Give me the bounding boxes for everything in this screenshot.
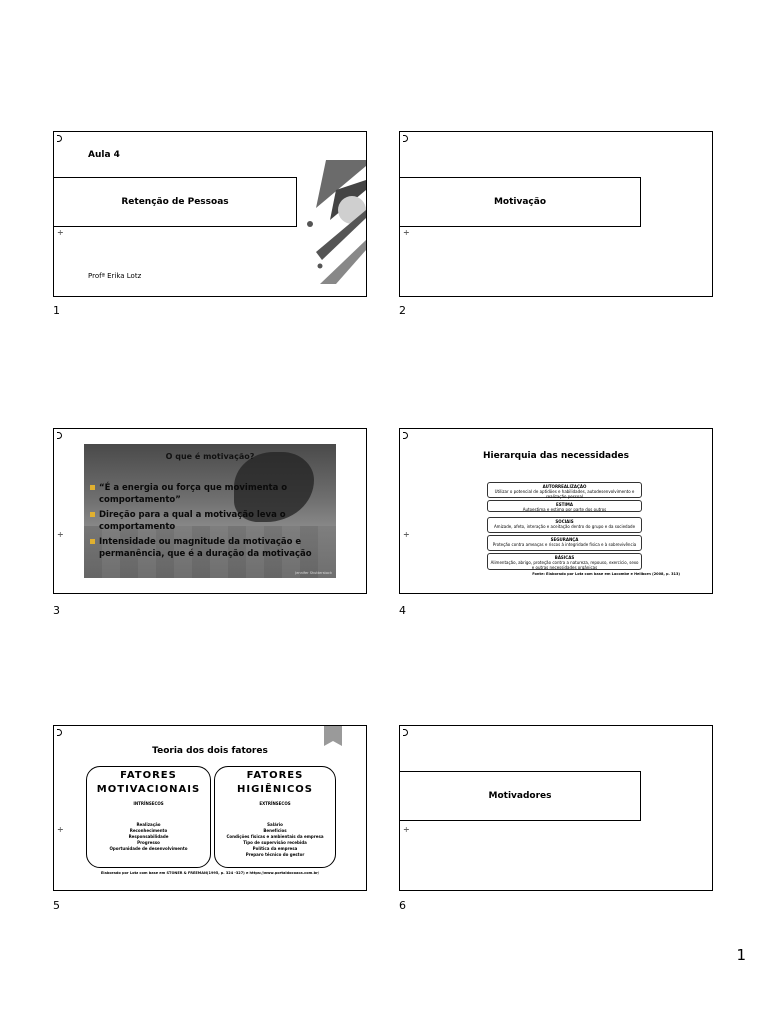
list-item: Preparo técnico do gestor bbox=[245, 852, 305, 857]
need-level-autorrealizacao: AUTORREALIZAÇÃO Utilizar o potencial de aptidões e habilidades, autodesenvolvimento e realização pessoal bbox=[487, 482, 642, 498]
note-marker: ÷ bbox=[57, 228, 64, 237]
factor-heading: FATORES bbox=[120, 770, 177, 781]
slide-number-6: 6 bbox=[399, 899, 406, 912]
list-item: Reconhecimento bbox=[129, 828, 168, 833]
need-level-sociais: SOCIAIS Amizade, afeto, interação e aceitação dentro do grupo e da sociedade bbox=[487, 517, 642, 533]
factor-heading: HIGIÊNICOS bbox=[237, 784, 313, 795]
slide-title: Motivação bbox=[399, 177, 641, 227]
slide-5 bbox=[53, 725, 367, 891]
slide-4 bbox=[399, 428, 713, 594]
need-level-estima: ESTIMA Autoestima e estima por parte dos outros bbox=[487, 500, 642, 512]
list-item: Realização bbox=[136, 822, 161, 827]
slide-title: Retenção de Pessoas bbox=[53, 177, 297, 227]
factor-subtitle: INTRÍNSECOS bbox=[133, 801, 164, 806]
bullet-item: Direção para a qual a motivação leva o comportamento bbox=[90, 509, 330, 533]
list-item: Tipo de supervisão recebida bbox=[243, 840, 307, 845]
slide-title: O que é motivação? bbox=[165, 452, 255, 461]
note-marker: ÷ bbox=[403, 530, 410, 539]
note-marker: ÷ bbox=[57, 530, 64, 539]
background-photo bbox=[84, 444, 336, 578]
note-marker: ÷ bbox=[403, 228, 410, 237]
image-credit: Jennifer Shutterstock bbox=[295, 571, 332, 575]
bullet-item: “É a energia ou força que movimenta o comportamento” bbox=[90, 482, 330, 506]
bookmark-icon bbox=[324, 726, 342, 746]
corner-mark bbox=[57, 729, 62, 736]
slide-number-3: 3 bbox=[53, 604, 60, 617]
bullet-item: Intensidade ou magnitude da motivação e permanência, que é a duração da motivação bbox=[90, 536, 330, 560]
note-marker: ÷ bbox=[57, 825, 64, 834]
corner-mark bbox=[403, 432, 408, 439]
slide-1 bbox=[53, 131, 367, 297]
factor-list bbox=[215, 822, 335, 858]
slide-number-1: 1 bbox=[53, 304, 60, 317]
factor-subtitle: EXTRÍNSECOS bbox=[259, 801, 291, 806]
bullet-list bbox=[90, 482, 330, 563]
need-level-basicas: BÁSICAS Alimentação, abrigo, proteção contra a natureza, repouso, exercício, sexo e outras necessidades orgânicas bbox=[487, 553, 642, 570]
corner-mark bbox=[57, 135, 62, 142]
factor-heading: FATORES bbox=[246, 770, 304, 781]
slide-2 bbox=[399, 131, 713, 297]
corner-mark bbox=[403, 135, 408, 142]
slide-number-2: 2 bbox=[399, 304, 406, 317]
list-item: Progresso bbox=[137, 840, 160, 845]
slide-subtitle: Aula 4 bbox=[88, 150, 120, 160]
factor-list bbox=[87, 822, 210, 852]
factor-heading: MOTIVACIONAIS bbox=[96, 784, 201, 795]
author: Profª Erika Lotz bbox=[88, 272, 142, 280]
note-marker: ÷ bbox=[403, 825, 410, 834]
motivational-factors-box bbox=[86, 766, 211, 868]
list-item: Responsabilidade bbox=[128, 834, 169, 839]
source-note: Elaborado por Lotz com base em STONER & FREEMAN(1995, p. 324 -327) e https://www.portaldocoaca.com.br/ bbox=[100, 871, 320, 875]
slide-title: Motivadores bbox=[399, 771, 641, 821]
list-item: Política da empresa bbox=[252, 846, 298, 851]
corner-mark bbox=[57, 432, 62, 439]
slide-3 bbox=[53, 428, 367, 594]
slide-6 bbox=[399, 725, 713, 891]
list-item: Benefícios bbox=[263, 828, 287, 833]
decorative-stripes bbox=[306, 160, 366, 284]
slide-title: Teoria dos dois fatores bbox=[152, 746, 268, 756]
slide-number-4: 4 bbox=[399, 604, 406, 617]
list-item: Oportunidade de desenvolvimento bbox=[109, 846, 188, 851]
slide-number-5: 5 bbox=[53, 899, 60, 912]
need-level-seguranca: SEGURANÇA Proteção contra ameaças e riscos à integridade física e à sobrevivência bbox=[487, 535, 642, 551]
corner-mark bbox=[403, 729, 408, 736]
list-item: Condições físicas e ambientais da empresa bbox=[226, 834, 324, 839]
list-item: Salário bbox=[267, 822, 283, 827]
hygiene-factors-box bbox=[214, 766, 336, 868]
source-note: Fonte: Elaborado por Lotz com base em Lacombe e Heilborn (2008, p. 313) bbox=[532, 572, 680, 576]
page-number: 1 bbox=[736, 946, 746, 964]
slide-title: Hierarquia das necessidades bbox=[483, 451, 629, 461]
